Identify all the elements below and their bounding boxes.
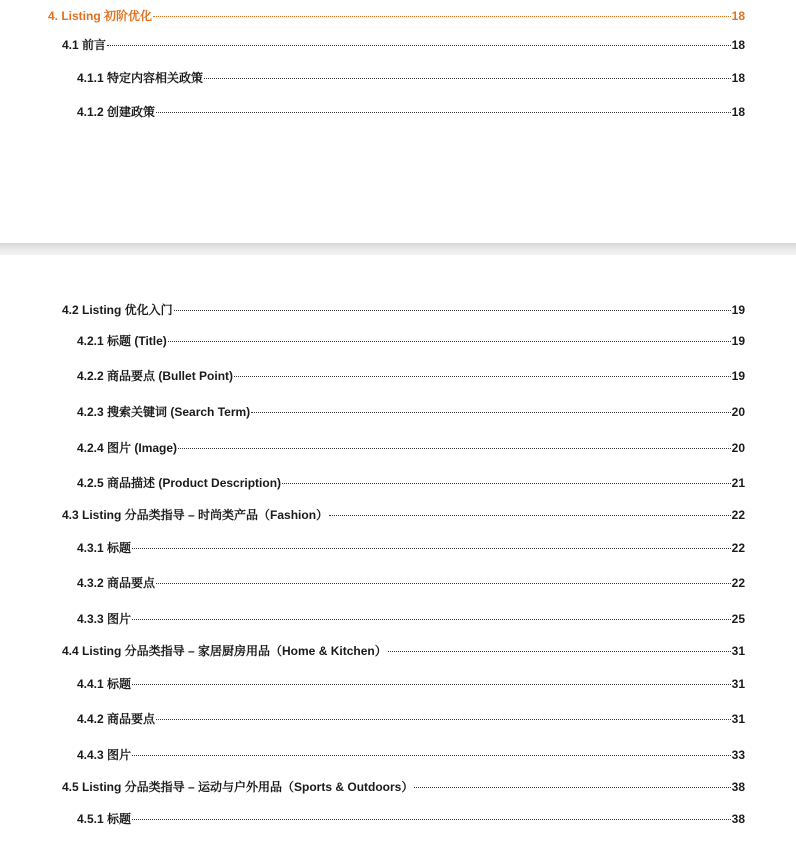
toc-entry-label: 4.2 Listing 优化入门 xyxy=(62,303,173,317)
toc-page-number: 25 xyxy=(731,612,745,626)
toc-entry-label: 4.2.5 商品描述 (Product Description) xyxy=(77,476,282,490)
toc-entry-4-3-3[interactable] xyxy=(77,611,745,627)
toc-entry-4-4-3[interactable] xyxy=(77,747,745,763)
toc-dot-leader xyxy=(132,755,731,756)
toc-entry-label: 4.2.4 图片 (Image) xyxy=(77,441,178,455)
toc-entry-4-2[interactable] xyxy=(62,302,745,318)
toc-page-number: 19 xyxy=(731,369,745,383)
toc-dot-leader xyxy=(329,515,731,516)
toc-page-number: 18 xyxy=(731,38,745,52)
toc-entry-4-3-2[interactable] xyxy=(77,575,745,591)
toc-entry-4-4[interactable] xyxy=(62,643,745,659)
toc-entry-label: 4.3 Listing 分品类指导 – 时尚类产品（Fashion） xyxy=(62,508,329,522)
toc-entry-4-1[interactable] xyxy=(62,37,745,53)
toc-entry-4-5-1[interactable] xyxy=(77,811,745,827)
toc-dot-leader xyxy=(234,376,731,377)
toc-dot-leader xyxy=(153,16,731,17)
toc-entry-label: 4.1.2 创建政策 xyxy=(77,105,156,119)
toc-dot-leader xyxy=(168,341,731,342)
toc-page-number: 22 xyxy=(731,508,745,522)
toc-page-number: 20 xyxy=(731,405,745,419)
toc-dot-leader xyxy=(107,45,731,46)
toc-entry-4-2-5[interactable] xyxy=(77,475,745,491)
toc-entry-label: 4.3.3 图片 xyxy=(77,612,132,626)
toc-entry-4-1-1[interactable] xyxy=(77,70,745,86)
toc-entry-label: 4.2.3 搜索关键词 (Search Term) xyxy=(77,405,251,419)
toc-entry-4-2-4[interactable] xyxy=(77,440,745,456)
toc-dot-leader xyxy=(132,619,731,620)
toc-page-number: 38 xyxy=(731,812,745,826)
toc-dot-leader xyxy=(132,684,731,685)
toc-page-number: 31 xyxy=(731,644,745,658)
toc-page-number: 31 xyxy=(731,677,745,691)
toc-dot-leader xyxy=(156,583,731,584)
toc-entry-4-2-2[interactable] xyxy=(77,368,745,384)
toc-dot-leader xyxy=(414,787,730,788)
toc-entry-label: 4. Listing 初阶优化 xyxy=(48,9,153,23)
toc-entry-section-4[interactable] xyxy=(48,8,745,24)
toc-dot-leader xyxy=(204,78,731,79)
toc-entry-4-4-1[interactable] xyxy=(77,676,745,692)
toc-dot-leader xyxy=(132,548,731,549)
toc-entry-label: 4.1.1 特定内容相关政策 xyxy=(77,71,204,85)
toc-entry-label: 4.1 前言 xyxy=(62,38,107,52)
toc-page-number: 18 xyxy=(731,71,745,85)
toc-entry-4-4-2[interactable] xyxy=(77,711,745,727)
toc-page-number: 21 xyxy=(731,476,745,490)
toc-entry-label: 4.3.1 标题 xyxy=(77,541,132,555)
toc-entry-4-2-3[interactable] xyxy=(77,404,745,420)
page-break-gap xyxy=(0,243,796,255)
toc-page-number: 33 xyxy=(731,748,745,762)
toc-entry-4-3[interactable] xyxy=(62,507,745,523)
toc-entry-label: 4.4.2 商品要点 xyxy=(77,712,156,726)
toc-dot-leader xyxy=(156,719,731,720)
toc-page-number: 19 xyxy=(731,334,745,348)
toc-dot-leader xyxy=(132,819,731,820)
toc-dot-leader xyxy=(388,651,731,652)
toc-dot-leader xyxy=(251,412,730,413)
toc-dot-leader xyxy=(282,483,731,484)
toc-entry-4-2-1[interactable] xyxy=(77,333,745,349)
toc-page-number: 18 xyxy=(731,105,745,119)
toc-page-number: 20 xyxy=(731,441,745,455)
toc-page-number: 22 xyxy=(731,576,745,590)
toc-page-number: 22 xyxy=(731,541,745,555)
toc-page-number: 18 xyxy=(731,9,745,23)
toc-page-number: 38 xyxy=(731,780,745,794)
document-page-2 xyxy=(0,255,796,842)
document-page-1 xyxy=(0,0,796,243)
toc-dot-leader xyxy=(156,112,731,113)
toc-entry-label: 4.3.2 商品要点 xyxy=(77,576,156,590)
toc-entry-label: 4.4 Listing 分品类指导 – 家居厨房用品（Home & Kitchen） xyxy=(62,644,387,658)
toc-entry-label: 4.2.1 标题 (Title) xyxy=(77,334,167,348)
toc-entry-4-1-2[interactable] xyxy=(77,104,745,120)
toc-entry-4-3-1[interactable] xyxy=(77,540,745,556)
toc-page-number: 31 xyxy=(731,712,745,726)
toc-entry-label: 4.5 Listing 分品类指导 – 运动与户外用品（Sports & Outdoors） xyxy=(62,780,414,794)
toc-entry-label: 4.4.3 图片 xyxy=(77,748,132,762)
toc-entry-label: 4.4.1 标题 xyxy=(77,677,132,691)
toc-page-number: 19 xyxy=(731,303,745,317)
toc-entry-label: 4.5.1 标题 xyxy=(77,812,132,826)
toc-dot-leader xyxy=(178,448,731,449)
toc-entry-4-5[interactable] xyxy=(62,779,745,795)
toc-dot-leader xyxy=(174,310,731,311)
toc-entry-label: 4.2.2 商品要点 (Bullet Point) xyxy=(77,369,234,383)
